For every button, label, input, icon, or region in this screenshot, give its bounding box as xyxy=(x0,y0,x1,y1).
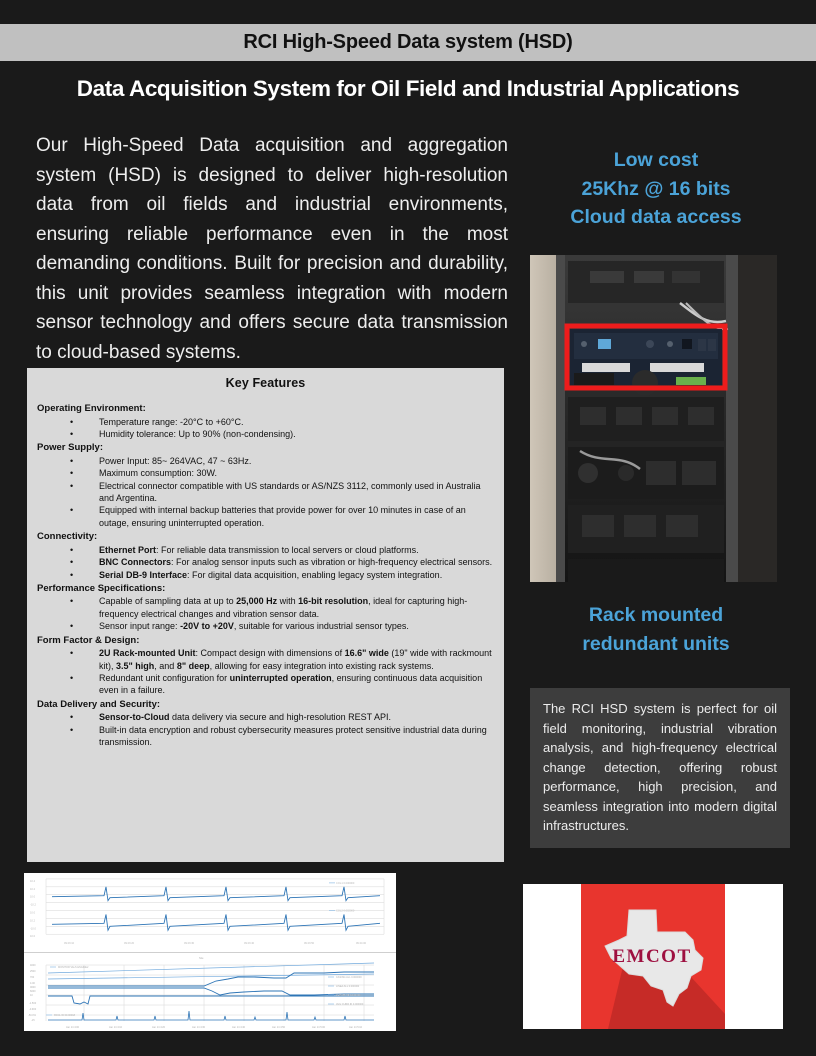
key-features-item-text: Sensor input range: xyxy=(99,621,181,632)
key-features-item-text: , ensuring continuous data acquisition even in a failure. xyxy=(99,673,483,696)
key-features-list xyxy=(37,711,494,748)
key-features-item-text: Humidity tolerance: Up to 90% (non-condensing). xyxy=(99,428,296,439)
key-features-item-emphasis: BNC Connectors xyxy=(99,557,172,568)
emcot-logo-svg xyxy=(523,884,783,1029)
highlight-line-1: 25Khz @ 16 bits xyxy=(581,177,731,200)
key-features-item-emphasis: 16-bit resolution xyxy=(298,596,369,607)
svg-text:10.2: 10.2 xyxy=(30,919,36,923)
svg-text:-0.900: -0.900 xyxy=(29,1008,37,1011)
svg-text:Jan 14 4:20: Jan 14 4:20 xyxy=(152,1026,166,1029)
svg-text:Site: Site xyxy=(199,957,204,960)
bullet-icon: • xyxy=(70,569,74,580)
key-features-item-emphasis: Sensor-to-Cloud xyxy=(99,712,170,723)
key-features-item xyxy=(37,595,494,620)
key-features-item xyxy=(37,711,494,723)
svg-text:Jan 14 4:30: Jan 14 4:30 xyxy=(192,1026,206,1029)
bullet-icon: • xyxy=(70,455,74,466)
key-features-group-title: Connectivity: xyxy=(37,531,98,543)
rack-caption xyxy=(520,601,792,659)
key-features-list xyxy=(37,416,494,441)
key-features-item-text: , allowing for easy integration into existing rack systems. xyxy=(209,660,434,671)
key-features-item-text: , ideal for capturing high-frequency electrical changes and vibration sensor data. xyxy=(99,596,468,619)
key-features-item-emphasis: uninterrupted operation xyxy=(229,673,332,683)
key-features-item xyxy=(37,544,494,556)
key-features-item-text: Capable of sampling data at up to xyxy=(99,596,237,607)
svg-text:10.2: 10.2 xyxy=(30,887,36,891)
svg-text:09:23:10: 09:23:10 xyxy=(64,942,75,946)
svg-text:09:23:30: 09:23:30 xyxy=(184,942,195,946)
key-features-item-text: Redundant unit configuration for xyxy=(99,673,230,683)
key-features-list xyxy=(37,647,494,697)
rack-caption-line-0: Rack mounted xyxy=(588,604,724,626)
key-features-item-text: Maximum consumption: 30W. xyxy=(99,468,218,479)
highlight-line-0: Low cost xyxy=(613,149,699,171)
intro-paragraph: Our High-Speed Data acquisition and aggregation system (HSD) is designed to deliver high-resolution data from oil fields and industrial environments, ensuring reliable performance even in the most demanding conditions. Built for precision and durability, this unit provides seamless integration with modern sensor technology and offers secure data transmission to cloud-based systems. xyxy=(36,135,508,363)
key-features-item-emphasis: 16.6" wide xyxy=(344,648,389,659)
key-features-item-text: Built-in data encryption and robust cybersecurity measures protect sensitive industrial data during transmission. xyxy=(99,724,487,748)
key-features-item-text: Equipped with internal backup batteries that provide power for over 10 minutes in case of an outage, ensuring uninterrupted operation. xyxy=(99,505,466,528)
bullet-icon: • xyxy=(70,416,74,427)
svg-text:4000: 4000 xyxy=(30,964,36,967)
page-subtitle: Data Acquisition System for Oil Field and Industrial Applications xyxy=(76,76,740,101)
svg-text:Jan 14 4:50: Jan 14 4:50 xyxy=(272,1026,286,1029)
key-features-item-emphasis: 3.5" high xyxy=(116,660,155,671)
key-features-item-emphasis: Serial DB-9 Interface xyxy=(99,569,188,580)
key-features-group-title: Operating Environment: xyxy=(37,403,146,414)
key-features-group-title: Form Factor & Design: xyxy=(37,634,140,646)
key-features-item-text: (19" wide with rackmount kit), xyxy=(99,648,492,671)
svg-text:MONITOR VALS ENGINE2: MONITOR VALS ENGINE2 xyxy=(58,966,89,969)
svg-text:Jan 14 4:00: Jan 14 4:00 xyxy=(66,1026,80,1029)
svg-text:COL2 0.002000: COL2 0.002000 xyxy=(336,909,355,913)
svg-text:0000: 0000 xyxy=(30,986,36,989)
rack-caption-line-1: redundant units xyxy=(582,633,730,655)
svg-text:10: 10 xyxy=(30,994,33,997)
bullet-icon: • xyxy=(70,468,74,479)
bullet-icon: • xyxy=(70,428,74,439)
bullet-icon: • xyxy=(70,648,74,659)
key-features-item-text: Power Input: 85~ 264VAC, 47 ~ 63Hz. xyxy=(99,455,252,466)
rack-photo xyxy=(530,255,777,582)
charts-panel xyxy=(24,873,396,1031)
key-features-item-text: : For analog sensor inputs such as vibration or high-frequency electrical sensors. xyxy=(171,557,493,568)
svg-text:LINEA ALL 0.000000: LINEA ALL 0.000000 xyxy=(336,985,360,988)
svg-text:AVG CURR ID 0.000000: AVG CURR ID 0.000000 xyxy=(336,1003,364,1006)
svg-text:-50.0%: -50.0% xyxy=(28,1014,36,1017)
waveform-chart-top xyxy=(24,873,396,953)
emcot-logo-text: EMCOT xyxy=(612,946,692,967)
trend-chart-bottom-svg xyxy=(24,953,396,1031)
key-features-group-title: Performance Specifications: xyxy=(37,582,166,594)
svg-text:SURVEY ID 0.000000: SURVEY ID 0.000000 xyxy=(336,994,361,997)
svg-text:09:23:50: 09:23:50 xyxy=(304,942,315,946)
quote-box: The RCI HSD system is perfect for oil field monitoring, industrial vibration analysis, and high-frequency electrical change detection, offering robust performance, high precision, and seamless integration into modern digital infrastructures. xyxy=(530,688,790,848)
highlight-line-2: Cloud data access xyxy=(570,206,742,228)
bullet-icon: • xyxy=(70,544,74,555)
svg-text:6000: 6000 xyxy=(30,990,36,993)
key-features-item-text: : Compact design with dimensions of xyxy=(195,648,345,659)
key-features-groups xyxy=(37,402,494,749)
key-features-item-text: Temperature range: -20°C to +60°C. xyxy=(99,416,244,427)
key-features-item xyxy=(37,455,494,467)
bullet-icon: • xyxy=(70,596,74,607)
svg-text:Jan 14 5:00: Jan 14 5:00 xyxy=(312,1026,326,1029)
svg-text:09:23:40: 09:23:40 xyxy=(244,942,255,946)
svg-text:-15: -15 xyxy=(31,1019,35,1022)
svg-text:-10.0: -10.0 xyxy=(30,927,36,931)
key-features-item xyxy=(37,647,494,672)
emcot-logo xyxy=(523,884,783,1029)
trend-chart-bottom xyxy=(24,953,396,1031)
svg-text:10.0: 10.0 xyxy=(30,895,36,899)
key-features-item xyxy=(37,672,494,697)
key-features-item-text: : For reliable data transmission to local servers or cloud platforms. xyxy=(156,544,419,555)
key-features-item xyxy=(37,428,494,440)
key-features-item-text: Electrical connector compatible with US standards or AS/NZS 3112, commonly used in Australia and Argentina. xyxy=(99,480,481,504)
waveform-chart-top-svg xyxy=(24,873,396,952)
svg-text:09:24:00: 09:24:00 xyxy=(356,942,367,946)
bullet-icon: • xyxy=(70,505,74,516)
page-title: RCI High-Speed Data system (HSD) xyxy=(243,31,573,53)
bullet-icon: • xyxy=(70,557,74,568)
svg-text:Jan 14 5:10: Jan 14 5:10 xyxy=(349,1026,363,1029)
key-features-item-emphasis: 8" deep xyxy=(176,660,210,671)
svg-text:10.0: 10.0 xyxy=(30,935,36,939)
header-band xyxy=(0,24,816,61)
highlight-list xyxy=(520,146,792,232)
key-features-item-emphasis: Ethernet Port xyxy=(99,544,157,555)
svg-text:Jan 14 4:10: Jan 14 4:10 xyxy=(109,1026,123,1029)
key-features-item xyxy=(37,620,494,632)
key-features-item-emphasis: 2U Rack-mounted Unit xyxy=(99,648,196,659)
key-features-item-text: , and xyxy=(154,660,177,671)
key-features-item xyxy=(37,724,494,749)
svg-text:10.0: 10.0 xyxy=(30,911,36,915)
svg-text:COL1 0.000000: COL1 0.000000 xyxy=(336,881,355,885)
svg-text:Jan 14 4:40: Jan 14 4:40 xyxy=(232,1026,246,1029)
svg-text:4.00: 4.00 xyxy=(30,982,35,985)
key-features-item xyxy=(37,556,494,568)
key-features-list xyxy=(37,455,494,529)
key-features-item xyxy=(37,480,494,505)
key-features-group-title: Power Supply: xyxy=(37,442,103,454)
rack-photo-svg xyxy=(530,255,777,582)
bullet-icon: • xyxy=(70,480,74,491)
key-features-item-emphasis: -20V to +20V xyxy=(180,621,234,632)
key-features-item xyxy=(37,467,494,479)
key-features-item-text: with xyxy=(277,596,299,607)
bullet-icon: • xyxy=(70,712,74,723)
key-features-group-title: Data Delivery and Security: xyxy=(37,698,161,710)
key-features-item-text: , suitable for various industrial sensor types. xyxy=(233,621,409,632)
key-features-item xyxy=(37,504,494,529)
key-features-list xyxy=(37,544,494,581)
bullet-icon: • xyxy=(70,621,74,632)
bullet-icon: • xyxy=(70,724,74,735)
svg-text:2500: 2500 xyxy=(30,970,36,973)
svg-text:-1.500: -1.500 xyxy=(29,1002,37,1005)
svg-text:-10.2: -10.2 xyxy=(30,903,36,907)
svg-text:700: 700 xyxy=(30,976,35,979)
key-features-title: Key Features xyxy=(225,376,306,390)
key-features-item-text: data delivery via secure and high-resolution REST API. xyxy=(169,712,391,723)
key-features-item xyxy=(37,416,494,428)
svg-text:09:23:20: 09:23:20 xyxy=(124,942,135,946)
key-features-item xyxy=(37,569,494,581)
svg-text:RCCL ID 00.00018: RCCL ID 00.00018 xyxy=(54,1014,76,1017)
key-features-item-text: : For digital data acquisition, enabling legacy system integration. xyxy=(187,569,443,580)
key-features-panel xyxy=(27,368,504,862)
key-features-list xyxy=(37,595,494,632)
svg-text:CASING ALL 0.000000: CASING ALL 0.000000 xyxy=(336,976,362,979)
svg-text:10.4: 10.4 xyxy=(30,879,36,883)
key-features-item-emphasis: 25,000 Hz xyxy=(236,596,278,607)
bullet-icon: • xyxy=(70,673,74,683)
